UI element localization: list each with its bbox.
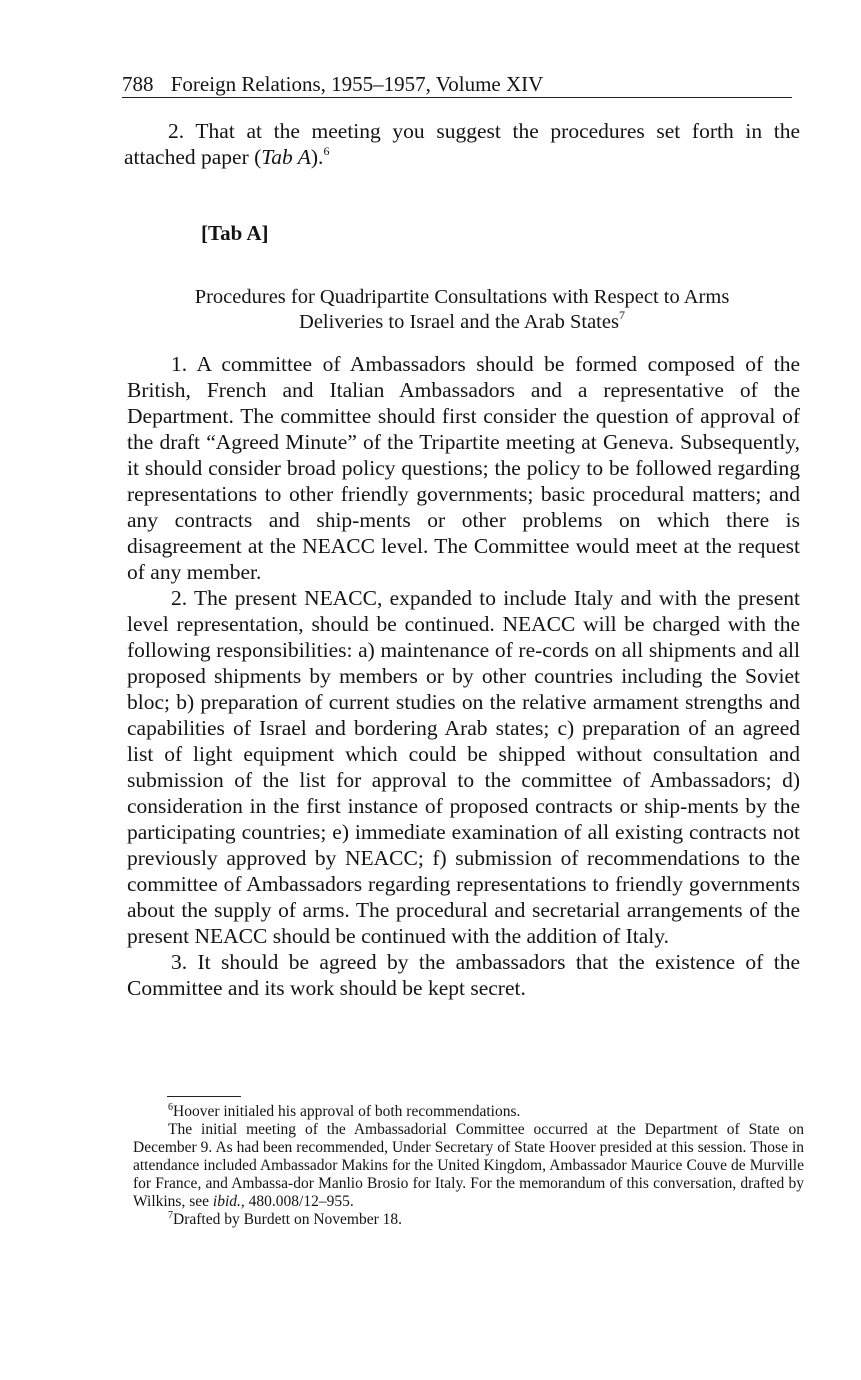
recommendation-text: 2. That at the meeting you suggest the procedures set forth in the attached paper (: [124, 119, 800, 169]
tab-heading: [Tab A]: [201, 221, 269, 245]
title-line-2: Deliveries to Israel and the Arab States$^7$: [299, 308, 625, 333]
footnote-7-text: Drafted by Burdett on November 18.: [173, 1211, 402, 1228]
footnote-mark-6: 6: [323, 144, 330, 158]
footnotes: [133, 1103, 804, 1229]
recommendation-text-end: ).: [310, 145, 324, 169]
footnote-6-text: Hoover initialed his approval of both recommendations.: [173, 1103, 521, 1120]
title-line-1: Procedures for Quadripartite Consultations with Respect to Arms: [194, 286, 730, 308]
page-number: 788: [122, 72, 154, 96]
ibid-reference: ibid.: [212, 1193, 241, 1210]
footnote-7-mark: 7: [168, 1210, 173, 1221]
footnote-mark-7: 7: [618, 308, 625, 322]
running-header: [122, 72, 792, 98]
procedures-title: [124, 285, 800, 335]
footnote-6-mark: 6: [168, 1102, 173, 1113]
procedure-item-2: 2. The present NEACC, expanded to include Italy and with the present level representation, should be continued. NEACC will be charged with the following responsibilities: a) maintenance of re-cords on all shipments and all proposed shipments by members or by other countries including the Soviet bloc; b) preparation of current studies on the relative armament strengths and capabilities of Israel and bordering Arab states; c) preparation of an agreed list of light equipment which could be shipped without consultation and submission of the list for approval to the committee of Ambassadors; d) consideration in the first instance of proposed contracts or ship-ments by the participating countries; e) immediate examination of all existing contracts not previously approved by NEACC; f) submission of recommendations to the committee of Ambassadors regarding representations to friendly governments about the supply of arms. The procedural and secretarial arrangements of the present NEACC should be continued with the addition of Italy.: [127, 586, 800, 948]
footnote-7: [133, 1211, 804, 1229]
recommendation-paragraph: [124, 118, 800, 170]
procedure-items: [127, 351, 800, 1001]
tab-reference: Tab A: [261, 145, 311, 169]
procedure-item-3: 3. It should be agreed by the ambassadors that the existence of the Committee and its work should be kept secret.: [127, 950, 800, 1000]
footnote-divider: [167, 1096, 241, 1097]
procedure-item-1: 1. A committee of Ambassadors should be formed composed of the British, French and Italian Ambassadors and a representative of the Department. The committee should first consider the question of approval of the draft “Agreed Minute” of the Tripartite meeting at Geneva. Subsequently, it should consider broad policy questions; the policy to be followed regarding representations to other friendly governments; basic procedural matters; and any contracts and ship-ments or other problems on which there is disagreement at the NEACC level. The Committee would meet at the request of any member.: [127, 352, 800, 584]
running-title: Foreign Relations, 1955–1957, Volume XIV: [170, 72, 544, 96]
footnote-6-continuation: The initial meeting of the Ambassadorial Committee occurred at the Department of State on December 9. As had been recommended, Under Secretary of State Hoover presided at this session. Those in attendance included Ambassador Makins for the United Kingdom, Ambassador Maurice Couve de Murville for France, and Ambassa-dor Manlio Brosio for Italy. For the memorandum of this conversation, drafted by Wilkins, see ibid., 480.008/12–955.: [133, 1121, 804, 1210]
footnote-6: [133, 1103, 804, 1121]
